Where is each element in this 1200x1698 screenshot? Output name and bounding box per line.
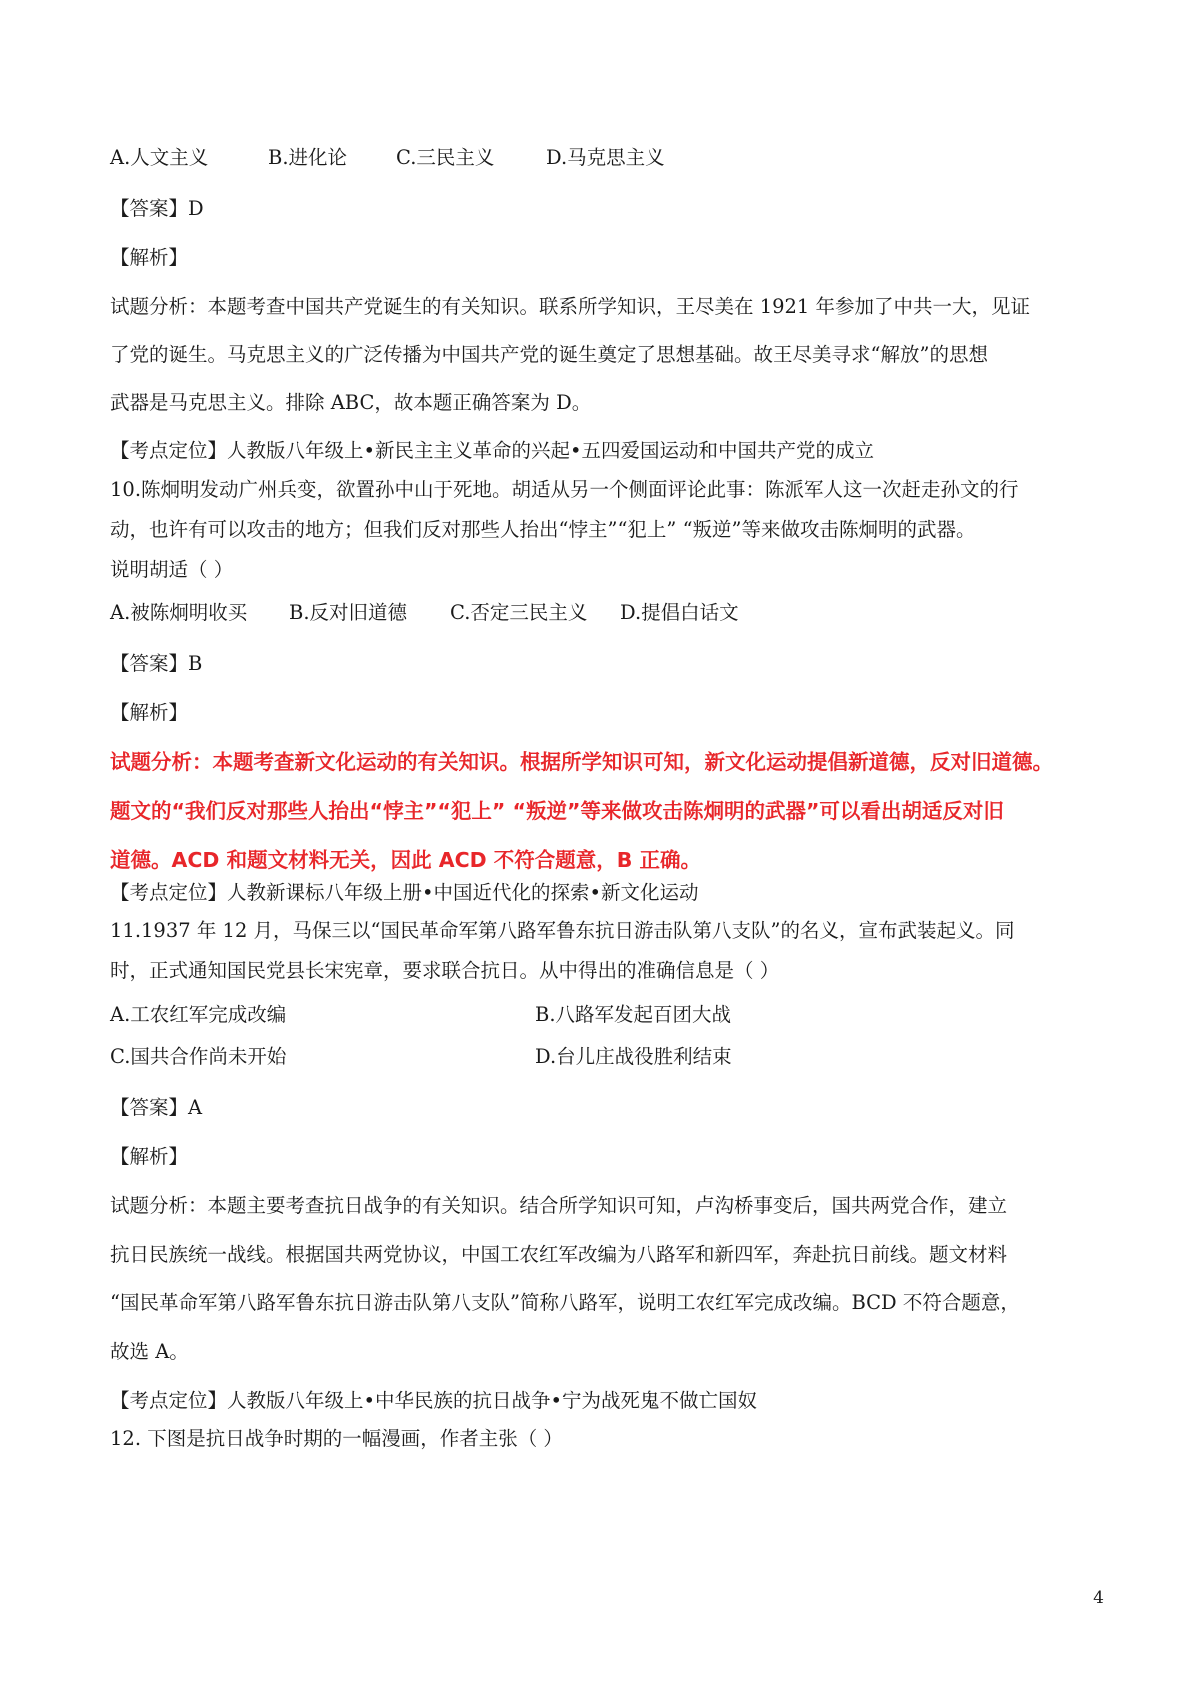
q10-kaodian: 【考点定位】人教新课标八年级上册•中国近代化的探索•新文化运动 — [110, 881, 699, 904]
q12-stem: 12. 下图是抗日战争时期的一幅漫画，作者主张（ ） — [110, 1427, 563, 1450]
q9-option-b: B.进化论 — [268, 146, 348, 169]
q11-analysis-line: 故选 A。 — [110, 1340, 189, 1363]
q9-analysis-line: 了党的诞生。马克思主义的广泛传播为中国共产党的诞生奠定了思想基础。故王尽美寻求“解放”的思想 — [110, 343, 988, 366]
q9-option-d: D.马克思主义 — [546, 146, 665, 169]
q10-option-c: C.否定三民主义 — [450, 601, 588, 624]
q10-analysis-line: 题文的“我们反对那些人抬出“悖主”“犯上” “叛逆”等来做攻击陈炯明的武器”可以看出胡适反对旧 — [110, 799, 1004, 823]
q11-analysis-line: 试题分析：本题主要考查抗日战争的有关知识。结合所学知识可知，卢沟桥事变后，国共两党合作，建立 — [110, 1194, 1008, 1217]
q10-option-d: D.提倡白话文 — [620, 601, 739, 624]
q10-option-a: A.被陈炯明收买 — [110, 601, 248, 624]
q9-analysis-line: 试题分析：本题考查中国共产党诞生的有关知识。联系所学知识，王尽美在 1921 年参加了中共一大，见证 — [110, 295, 1031, 318]
q10-analysis-line: 道德。ACD 和题文材料无关，因此 ACD 不符合题意，B 正确。 — [110, 848, 702, 872]
q10-stem-line: 10.陈炯明发动广州兵变，欲置孙中山于死地。胡适从另一个侧面评论此事：陈派军人这一次赶走孙文的行 — [110, 478, 1019, 501]
q11-option-c: C.国共合作尚未开始 — [110, 1045, 287, 1068]
q11-analysis-line: 抗日民族统一战线。根据国共两党协议，中国工农红军改编为八路军和新四军，奔赴抗日前线。题文材料 — [110, 1243, 1008, 1266]
q10-stem-line: 动，也许有可以攻击的地方；但我们反对那些人抬出“悖主”“犯上” “叛逆”等来做攻击陈炯明的武器。 — [110, 518, 976, 541]
q11-analysis-line: “国民革命军第八路军鲁东抗日游击队第八支队”简称八路军，说明工农红军完成改编。BCD 不符合题意， — [110, 1291, 1020, 1314]
q11-answer: 【答案】A — [110, 1096, 203, 1119]
q9-analysis-line: 武器是马克思主义。排除 ABC，故本题正确答案为 D。 — [110, 391, 592, 414]
q11-analysis-label: 【解析】 — [110, 1145, 189, 1168]
q9-option-a: A.人文主义 — [110, 146, 209, 169]
q11-option-d: D.台儿庄战役胜利结束 — [535, 1045, 732, 1068]
q9-analysis-label: 【解析】 — [110, 246, 189, 269]
q11-stem-line: 11.1937 年 12 月，马保三以“国民革命军第八路军鲁东抗日游击队第八支队”的名义，宣布武装起义。同 — [110, 919, 1015, 942]
q10-analysis-line: 试题分析：本题考查新文化运动的有关知识。根据所学知识可知，新文化运动提倡新道德，反对旧道德。 — [110, 750, 1053, 774]
q9-option-c: C.三民主义 — [396, 146, 495, 169]
page-number: 4 — [1093, 1588, 1104, 1608]
q10-analysis-label: 【解析】 — [110, 701, 189, 724]
q10-option-b: B.反对旧道德 — [289, 601, 408, 624]
q10-stem-line: 说明胡适（ ） — [110, 558, 234, 581]
q11-stem-line: 时，正式通知国民党县长宋宪章，要求联合抗日。从中得出的准确信息是（ ） — [110, 959, 780, 982]
q11-kaodian: 【考点定位】人教版八年级上•中华民族的抗日战争•宁为战死鬼不做亡国奴 — [110, 1389, 758, 1412]
q11-option-a: A.工农红军完成改编 — [110, 1003, 287, 1026]
q10-answer: 【答案】B — [110, 652, 203, 675]
q9-answer: 【答案】D — [110, 197, 204, 220]
q11-option-b: B.八路军发起百团大战 — [535, 1003, 732, 1026]
q9-kaodian: 【考点定位】人教版八年级上•新民主主义革命的兴起•五四爱国运动和中国共产党的成立 — [110, 439, 875, 462]
